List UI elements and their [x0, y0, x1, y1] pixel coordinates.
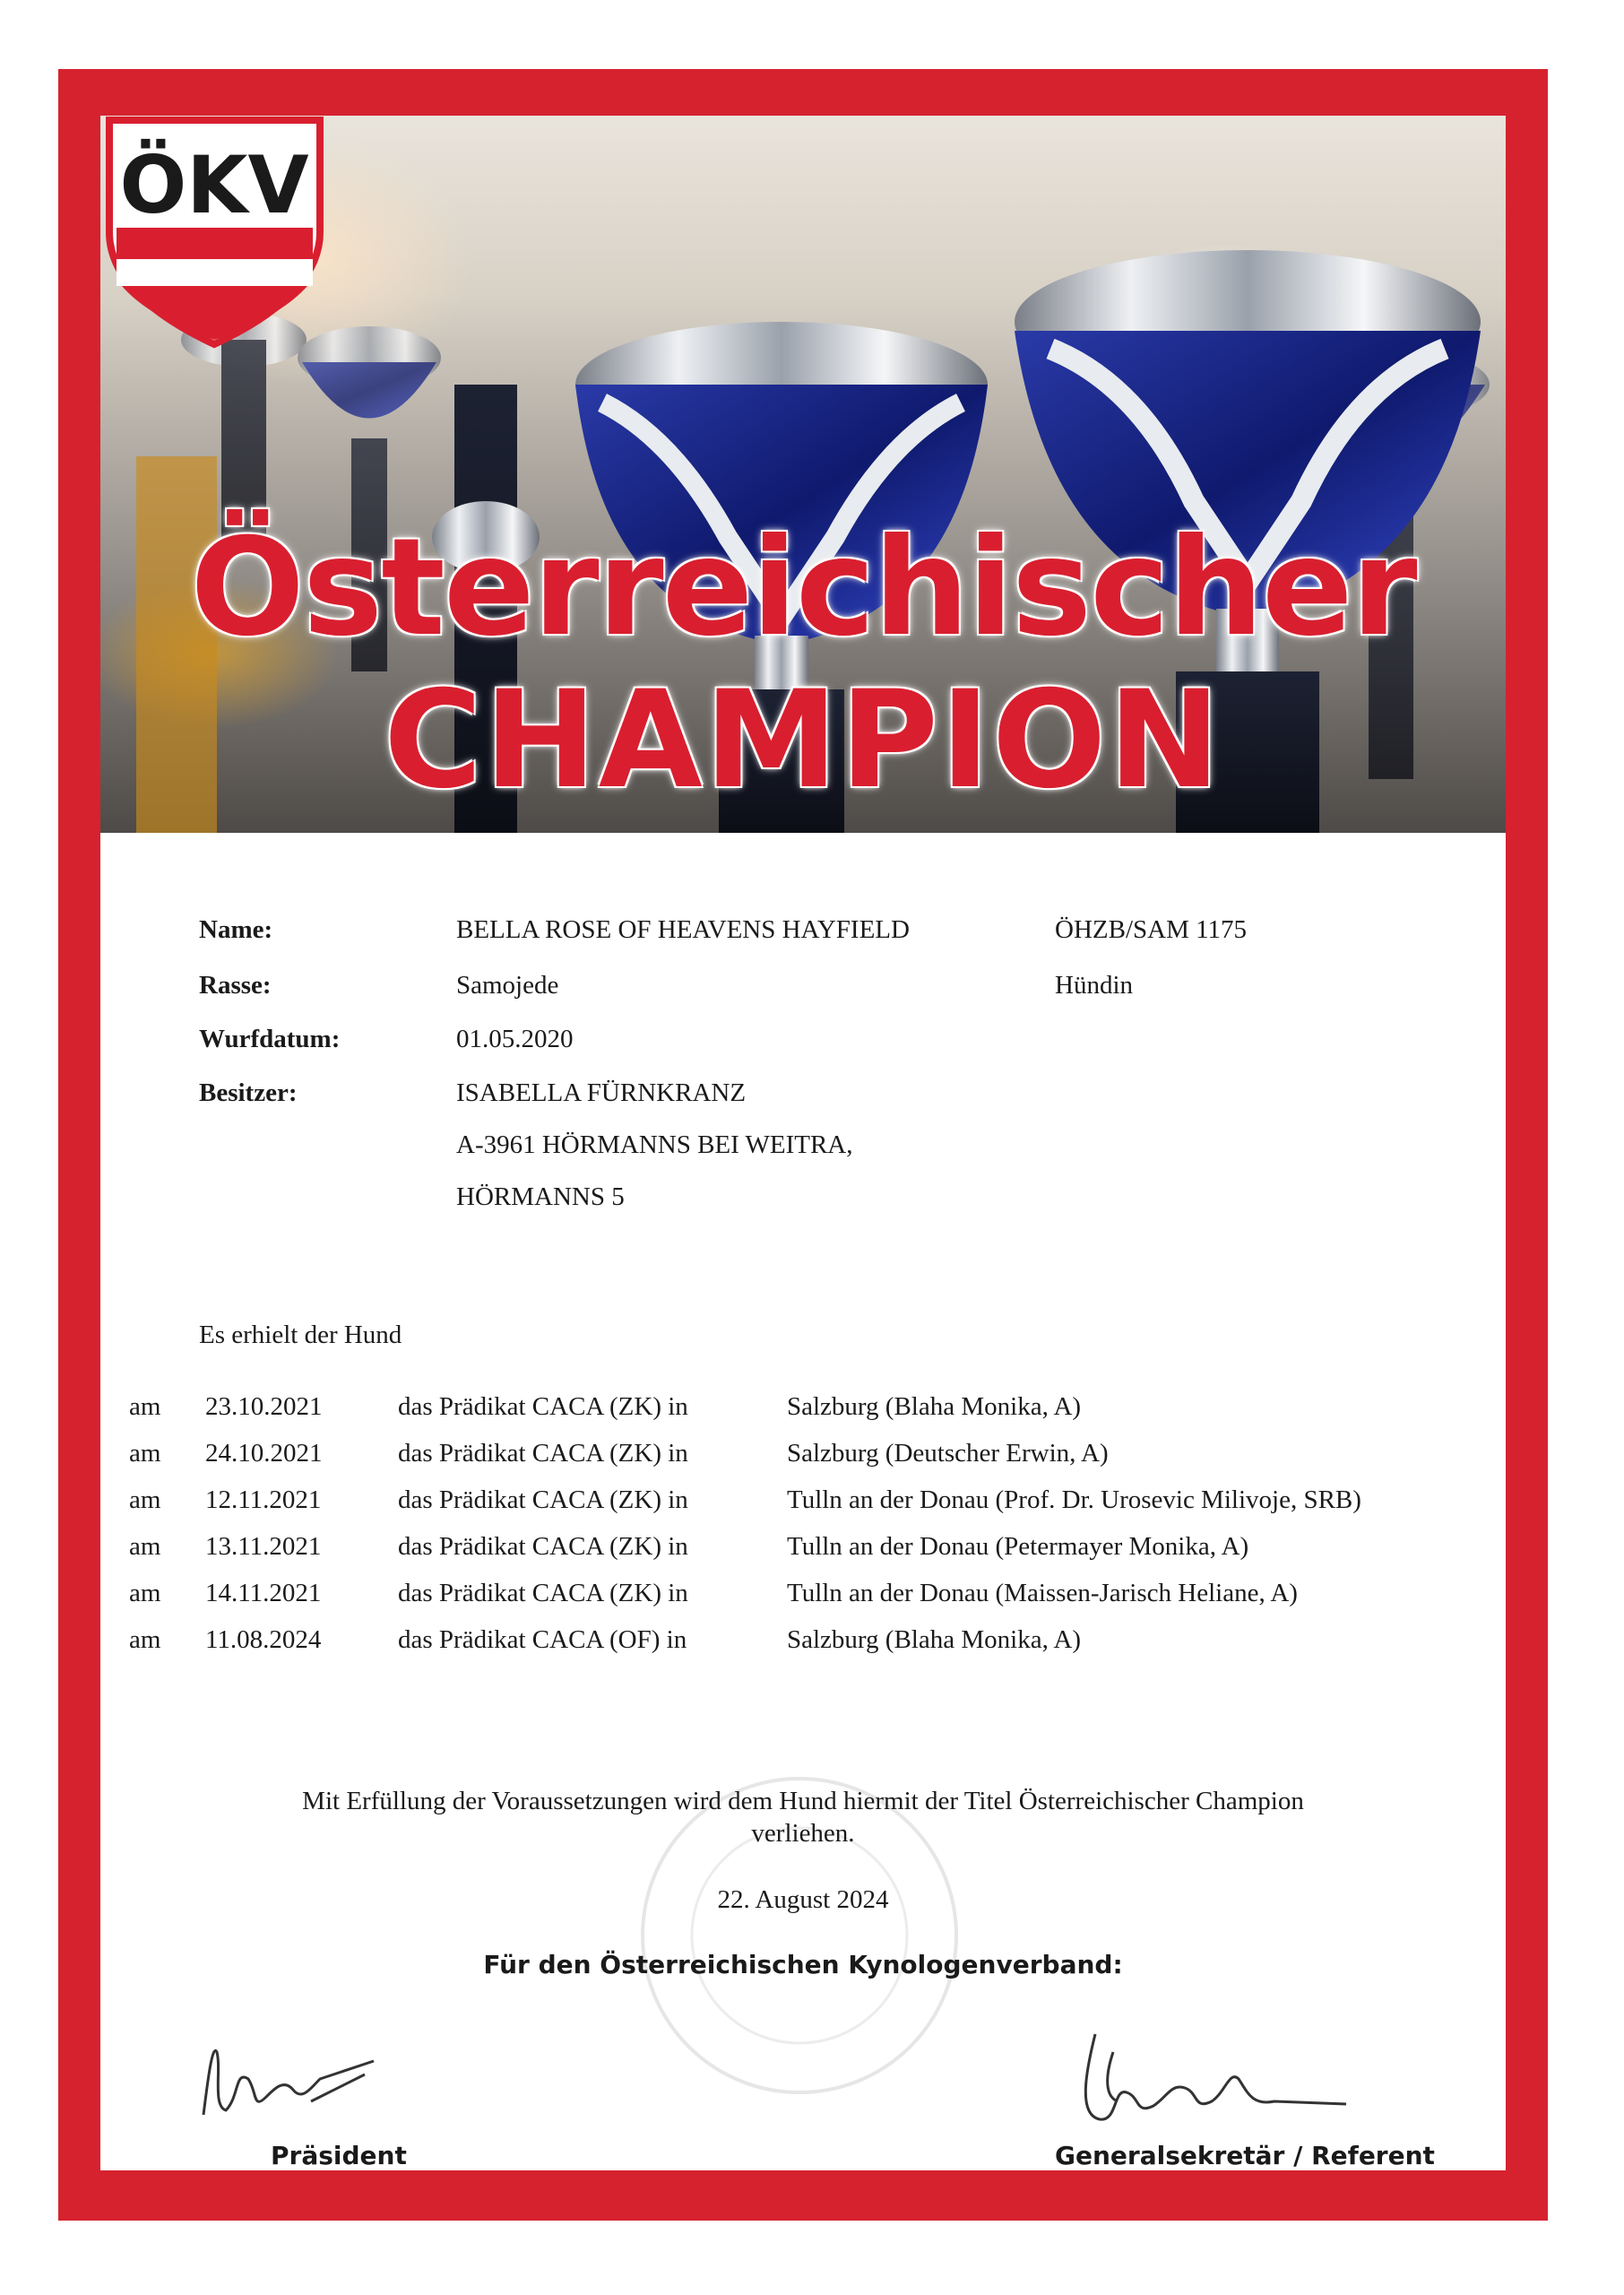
- award-am: am: [129, 1532, 161, 1561]
- president-label: Präsident: [271, 2141, 407, 2170]
- awards-intro: Es erhielt der Hund: [199, 1321, 402, 1349]
- registration-number: ÖHZB/SAM 1175: [1055, 915, 1248, 944]
- award-date: 13.11.2021: [205, 1532, 322, 1561]
- issuer-line: Für den Österreichischen Kynologenverband:: [483, 1950, 1123, 1979]
- title-line-1: Österreichischer: [190, 510, 1416, 666]
- award-title: das Prädikat CACA (ZK) in: [398, 1532, 688, 1561]
- award-date: 14.11.2021: [205, 1579, 322, 1607]
- conclusion-line-1: Mit Erfüllung der Voraussetzungen wird dem Hund hiermit der Titel Österreichischer Champion: [302, 1787, 1304, 1815]
- breed: Samojede: [456, 971, 559, 1000]
- award-place: Tulln an der Donau (Maissen-Jarisch Heliane, A): [787, 1579, 1298, 1607]
- award-am: am: [129, 1579, 161, 1607]
- logo-text: ÖKV: [119, 139, 309, 231]
- award-date: 12.11.2021: [205, 1485, 322, 1514]
- birth-date: 01.05.2020: [456, 1025, 574, 1053]
- secretary-signature: [1050, 2016, 1391, 2142]
- award-am: am: [129, 1392, 161, 1421]
- sex: Hündin: [1055, 971, 1133, 1000]
- seal-watermark: [629, 1765, 970, 2106]
- award-am: am: [129, 1485, 161, 1514]
- award-title: das Prädikat CACA (ZK) in: [398, 1579, 688, 1607]
- award-place: Salzburg (Blaha Monika, A): [787, 1392, 1082, 1421]
- header-trophy-photo: [100, 116, 1506, 833]
- birth-label: Wurfdatum:: [199, 1025, 341, 1053]
- award-place: Tulln an der Donau (Petermayer Monika, A): [787, 1532, 1249, 1561]
- award-am: am: [129, 1625, 161, 1654]
- award-title: das Prädikat CACA (ZK) in: [398, 1439, 688, 1468]
- secretary-label: Generalsekretär / Referent: [1055, 2141, 1435, 2170]
- award-date: 24.10.2021: [205, 1439, 323, 1468]
- award-title: das Prädikat CACA (OF) in: [398, 1625, 687, 1654]
- certificate-frame: [58, 69, 1548, 2221]
- conclusion-line-2: verliehen.: [751, 1819, 855, 1848]
- breed-label: Rasse:: [199, 971, 272, 1000]
- okv-logo: [100, 116, 329, 349]
- title-line-2: CHAMPION: [384, 663, 1222, 818]
- award-title: das Prädikat CACA (ZK) in: [398, 1392, 688, 1421]
- award-date: 23.10.2021: [205, 1392, 323, 1421]
- award-date: 11.08.2024: [205, 1625, 322, 1654]
- owner-name: ISABELLA FÜRNKRANZ: [456, 1078, 747, 1107]
- award-place: Salzburg (Blaha Monika, A): [787, 1625, 1082, 1654]
- owner-label: Besitzer:: [199, 1078, 298, 1107]
- award-place: Salzburg (Deutscher Erwin, A): [787, 1439, 1109, 1468]
- issue-date: 22. August 2024: [717, 1885, 889, 1914]
- award-place: Tulln an der Donau (Prof. Dr. Urosevic Milivoje, SRB): [787, 1485, 1361, 1514]
- certificate-body: [100, 116, 1506, 2170]
- owner-address-1: A-3961 HÖRMANNS BEI WEITRA,: [456, 1130, 853, 1159]
- president-signature: [186, 2025, 401, 2133]
- name-label: Name:: [199, 915, 273, 944]
- owner-address-2: HÖRMANNS 5: [456, 1182, 625, 1211]
- award-am: am: [129, 1439, 161, 1468]
- award-title: das Prädikat CACA (ZK) in: [398, 1485, 688, 1514]
- dog-name: BELLA ROSE OF HEAVENS HAYFIELD: [456, 915, 910, 944]
